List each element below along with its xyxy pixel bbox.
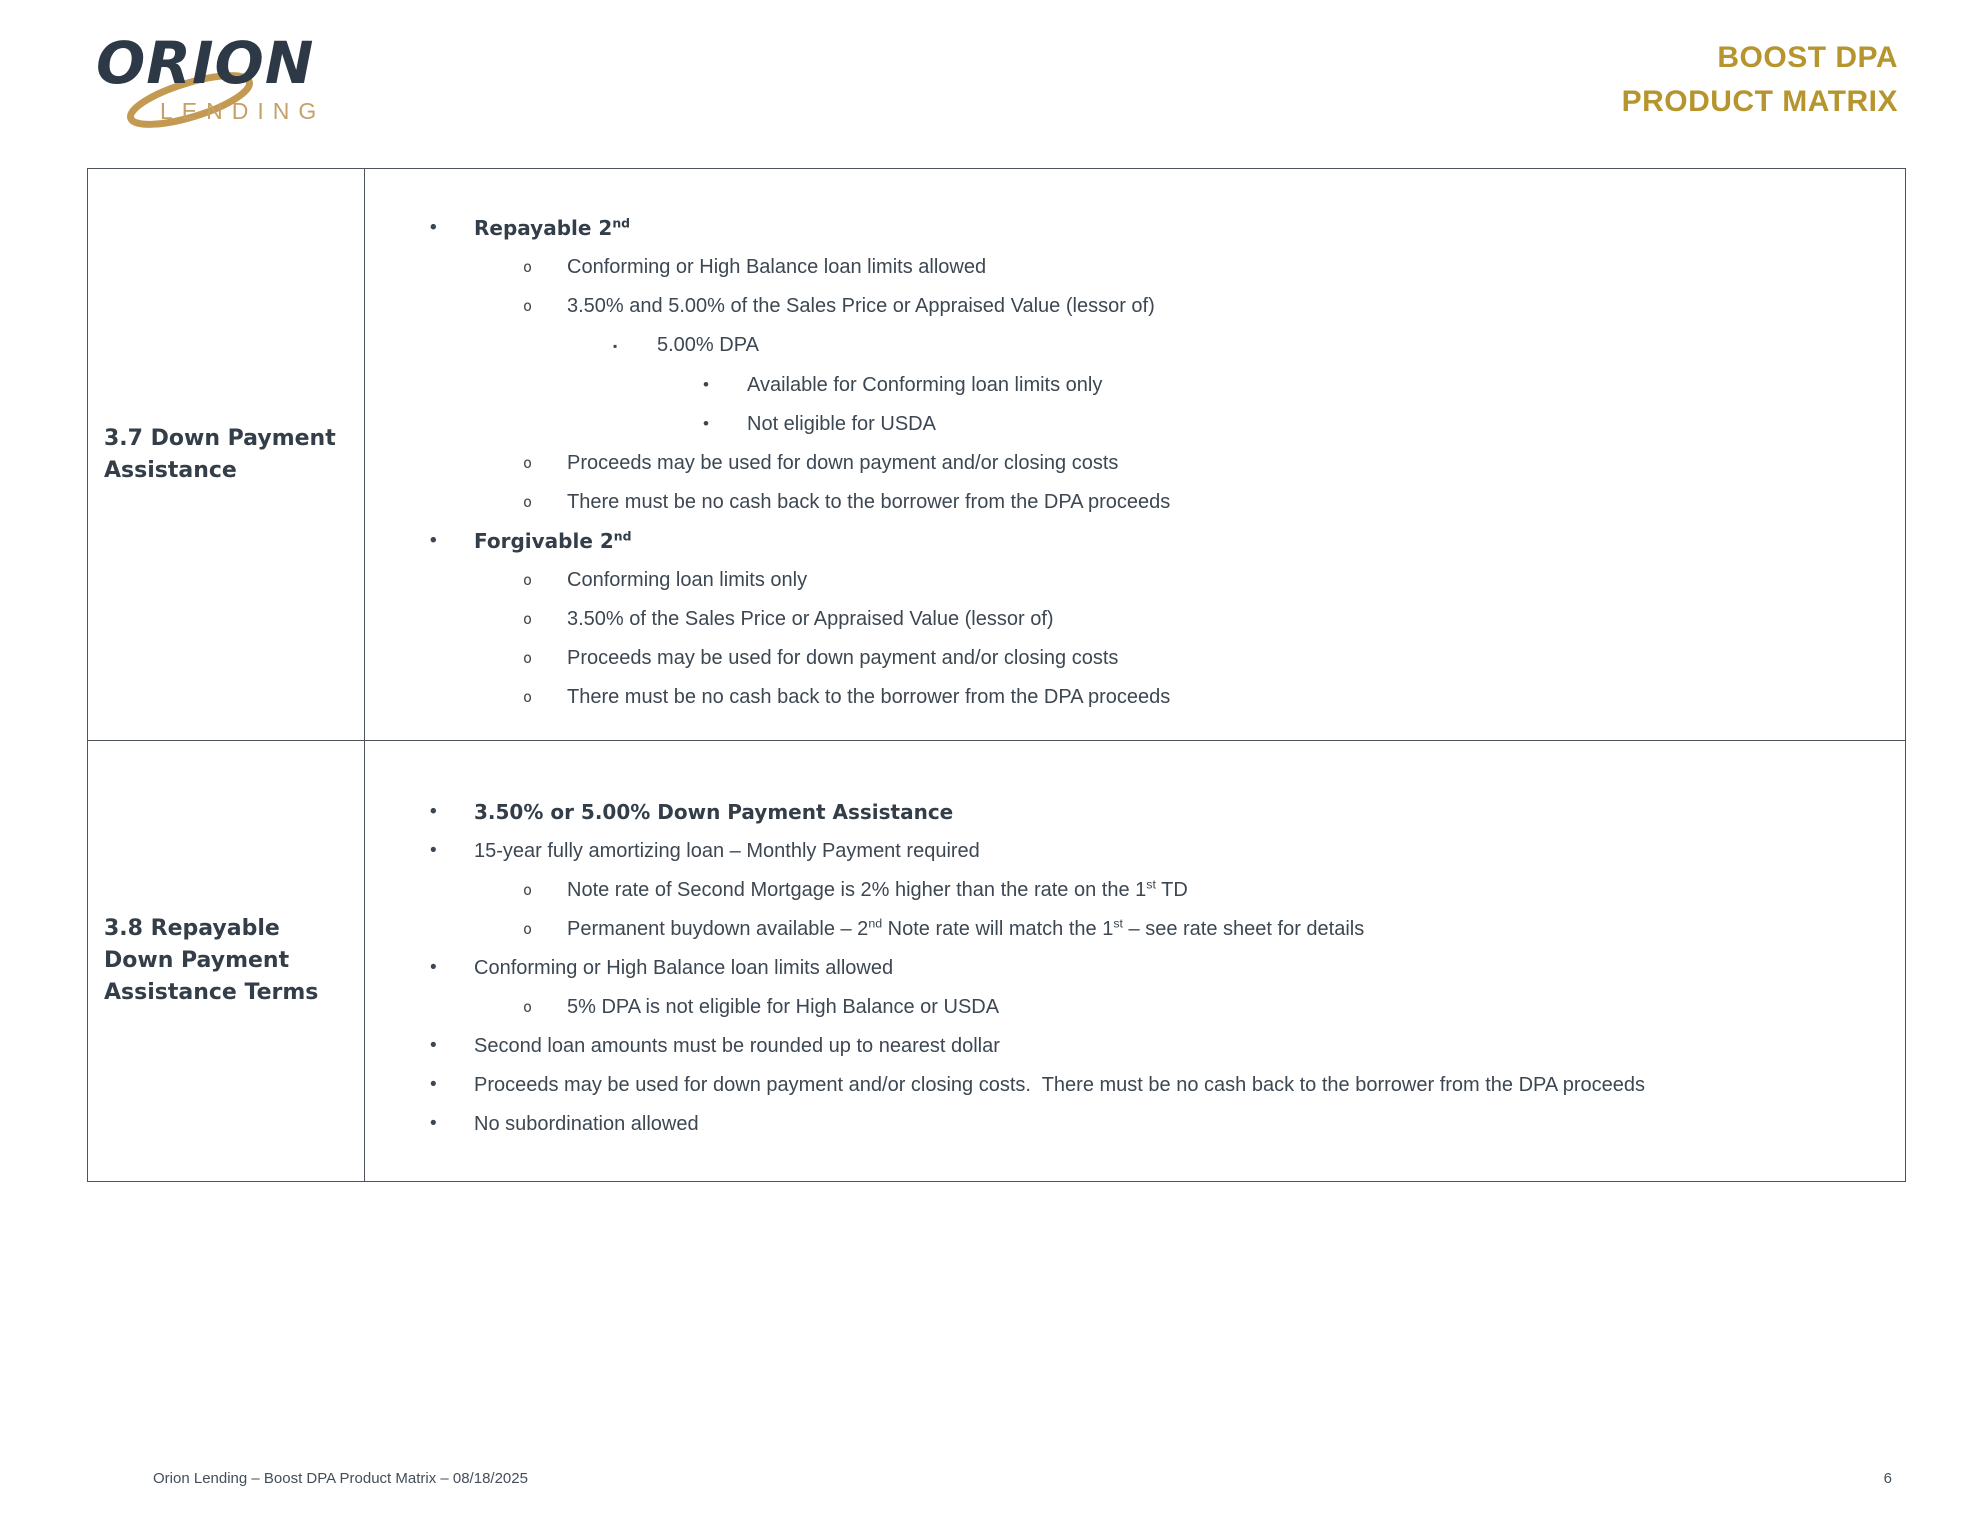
bullet-marker-icon: o <box>523 297 533 315</box>
bullet-text: 5.00% DPA <box>657 334 759 356</box>
page-number: 6 <box>1883 1470 1892 1487</box>
bullet-text: 5% DPA is not eligible for High Balance or USDA <box>567 996 1000 1018</box>
logo-brand-text: ORION <box>96 29 315 97</box>
bullet-marker-icon: • <box>430 530 437 551</box>
bullet-text: There must be no cash back to the borrower from the DPA proceeds <box>567 686 1171 708</box>
bullet-marker-icon: ▪ <box>613 339 618 353</box>
bullet-text: 3.50% or 5.00% Down Payment Assistance <box>474 800 954 824</box>
row-content-3-7 <box>365 169 1905 740</box>
row-header-3-8: 3.8 Repayable Down Payment Assistance Terms <box>88 741 365 1181</box>
bullet-item <box>703 411 1905 437</box>
bullet-text: Proceeds may be used for down payment and/or closing costs <box>567 647 1119 669</box>
bullet-marker-icon: • <box>430 1074 437 1095</box>
bullet-text: Conforming or High Balance loan limits allowed <box>567 256 987 278</box>
bullet-item <box>430 528 1905 554</box>
bullet-item <box>430 838 1905 864</box>
orion-lending-logo <box>96 29 416 154</box>
bullet-marker-icon: • <box>430 957 437 978</box>
title-line-1: BOOST DPA <box>1717 41 1898 74</box>
bullet-text: Forgivable 2nd <box>474 528 632 553</box>
bullet-text: Conforming or High Balance loan limits allowed <box>474 957 894 979</box>
bullet-marker-icon: o <box>523 454 533 472</box>
bullet-marker-icon: o <box>523 920 533 938</box>
bullet-text: 3.50% of the Sales Price or Appraised Value (lessor of) <box>567 608 1054 630</box>
bullet-item <box>523 877 1905 903</box>
bullet-text: Second loan amounts must be rounded up to nearest dollar <box>474 1035 1000 1057</box>
bullet-text: Proceeds may be used for down payment and/or closing costs. There must be no cash back to the borrower from the DPA proceeds <box>474 1074 1645 1096</box>
bullet-item <box>523 254 1905 280</box>
bullet-item <box>523 645 1905 671</box>
bullet-marker-icon: o <box>523 998 533 1016</box>
table-row <box>88 741 1905 1181</box>
bullet-item <box>523 916 1905 942</box>
bullet-marker-icon: o <box>523 610 533 628</box>
bullet-item <box>523 293 1905 319</box>
document-title <box>1622 36 1898 124</box>
bullet-item <box>430 799 1905 825</box>
bullet-marker-icon: • <box>703 375 709 394</box>
bullet-text: 15-year fully amortizing loan – Monthly Payment required <box>474 840 980 862</box>
bullet-item <box>430 215 1905 241</box>
bullet-item <box>523 994 1905 1020</box>
title-line-2: PRODUCT MATRIX <box>1621 85 1898 118</box>
bullet-marker-icon: • <box>430 840 437 861</box>
bullet-item <box>703 372 1905 398</box>
bullet-marker-icon: • <box>703 414 709 433</box>
bullet-marker-icon: • <box>430 1113 437 1134</box>
bullet-text: Not eligible for USDA <box>747 413 936 435</box>
bullet-text: 3.50% and 5.00% of the Sales Price or Appraised Value (lessor of) <box>567 295 1155 317</box>
bullet-text: Conforming loan limits only <box>567 569 808 591</box>
bullet-text: Proceeds may be used for down payment and/or closing costs <box>567 452 1119 474</box>
bullet-text: No subordination allowed <box>474 1113 699 1135</box>
bullet-item <box>430 1072 1905 1098</box>
bullet-item <box>430 1111 1905 1137</box>
bullet-text: There must be no cash back to the borrower from the DPA proceeds <box>567 491 1171 513</box>
product-matrix-table <box>87 168 1906 1182</box>
bullet-item <box>613 332 1905 359</box>
bullet-marker-icon: o <box>523 881 533 899</box>
row-content-3-8 <box>365 741 1905 1181</box>
table-row <box>88 169 1905 741</box>
bullet-text: Permanent buydown available – 2nd Note rate will match the 1st – see rate sheet for details <box>567 916 1365 940</box>
bullet-item <box>523 450 1905 476</box>
bullet-text: Available for Conforming loan limits only <box>747 374 1103 396</box>
bullet-marker-icon: o <box>523 688 533 706</box>
bullet-item <box>523 684 1905 710</box>
bullet-marker-icon: o <box>523 649 533 667</box>
bullet-marker-icon: • <box>430 217 437 238</box>
bullet-marker-icon: • <box>430 801 437 822</box>
logo-sub-text: LENDING <box>160 98 326 124</box>
row-header-3-7: 3.7 Down Payment Assistance <box>88 169 365 740</box>
bullet-item <box>523 606 1905 632</box>
bullet-marker-icon: o <box>523 493 533 511</box>
bullet-item <box>430 1033 1905 1059</box>
bullet-marker-icon: • <box>430 1035 437 1056</box>
bullet-item <box>523 567 1905 593</box>
bullet-text: Note rate of Second Mortgage is 2% higher than the rate on the 1st TD <box>567 877 1188 901</box>
bullet-marker-icon: o <box>523 571 533 589</box>
bullet-item <box>523 489 1905 515</box>
bullet-text: Repayable 2nd <box>474 215 631 240</box>
bullet-marker-icon: o <box>523 258 533 276</box>
bullet-item <box>430 955 1905 981</box>
footer-text: Orion Lending – Boost DPA Product Matrix – 08/18/2025 <box>153 1470 528 1487</box>
